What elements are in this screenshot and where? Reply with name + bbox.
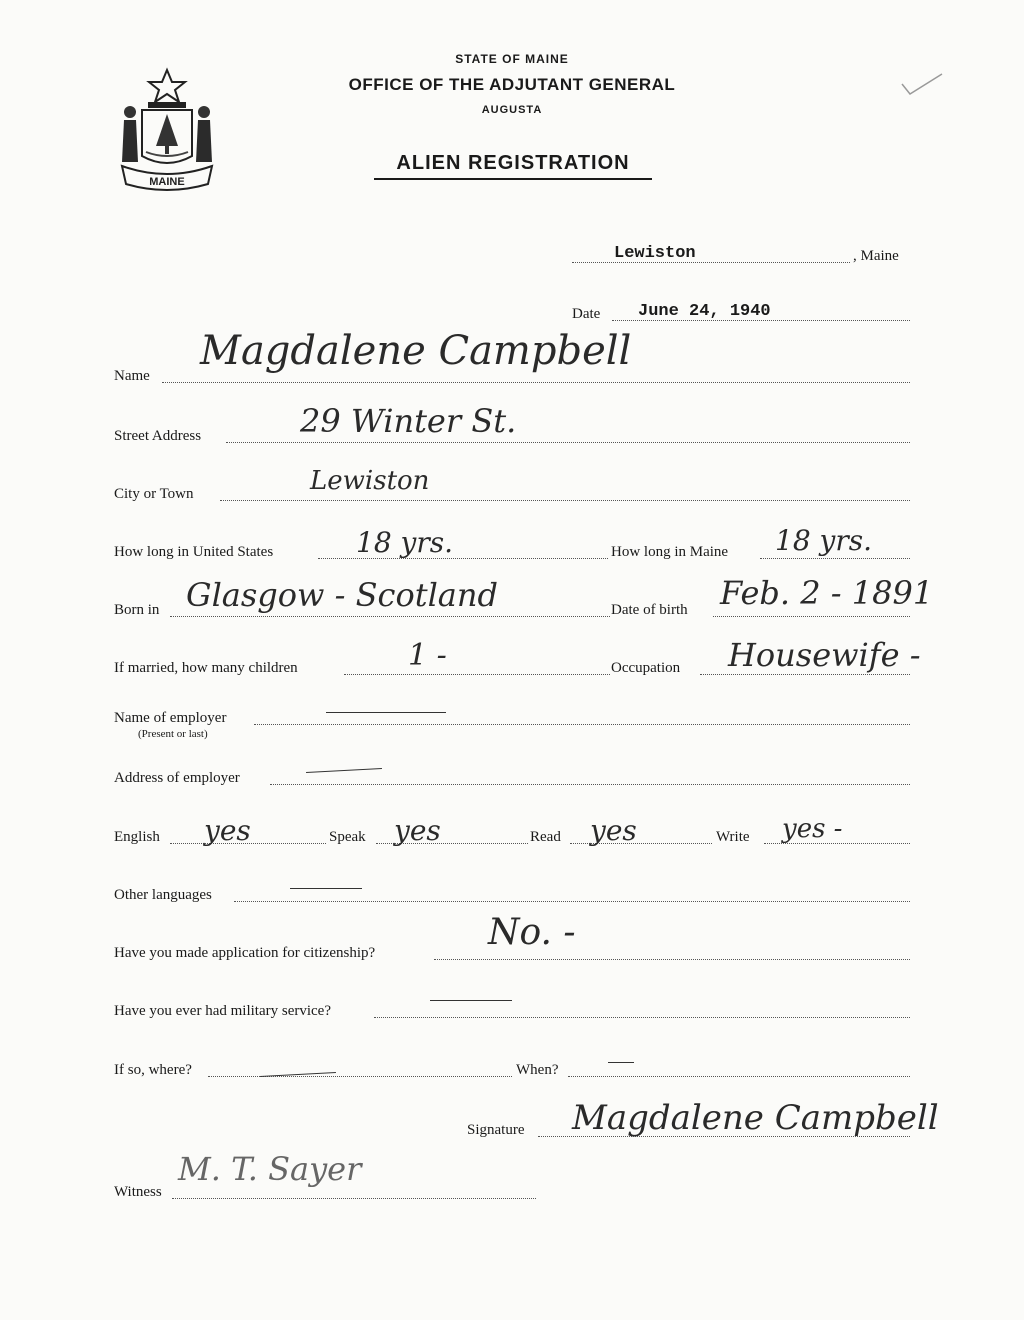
location-state: , Maine	[853, 248, 899, 264]
date-label: Date	[572, 306, 601, 322]
witness-label: Witness	[114, 1184, 162, 1200]
when-label: When?	[516, 1062, 559, 1078]
military-label: Have you ever had military service?	[114, 1003, 331, 1019]
header-state: STATE OF MAINE	[455, 52, 569, 66]
write-label: Write	[716, 829, 750, 845]
name-label: Name	[114, 368, 150, 384]
header-office: OFFICE OF THE ADJUTANT GENERAL	[348, 75, 676, 94]
seal-text: MAINE	[149, 176, 185, 188]
born-in-label: Born in	[114, 602, 160, 618]
employer-sublabel: (Present or last)	[138, 728, 208, 740]
signature-label: Signature	[467, 1122, 525, 1138]
occupation-value: Housewife -	[728, 636, 921, 674]
speak-value: yes	[394, 814, 441, 847]
other-languages-label: Other languages	[114, 887, 212, 903]
english-label: English	[114, 829, 160, 845]
employer-address-label: Address of employer	[114, 770, 240, 786]
occupation-label: Occupation	[611, 660, 681, 676]
how-long-us-value: 18 yrs.	[356, 526, 454, 559]
date-value: June 24, 1940	[638, 302, 771, 321]
citizenship-value: No. -	[488, 912, 576, 953]
employer-label: Name of employer	[114, 710, 227, 726]
children-value: 1 -	[408, 638, 447, 673]
speak-label: Speak	[329, 829, 366, 845]
read-value: yes	[590, 814, 637, 847]
name-value: Magdalene Campbell	[200, 328, 632, 374]
citizenship-label: Have you made application for citizenship?	[114, 945, 376, 961]
children-label: If married, how many children	[114, 660, 298, 676]
street-value: 29 Winter St.	[300, 402, 517, 440]
witness-value: M. T. Sayer	[178, 1150, 362, 1188]
write-value: yes -	[782, 814, 843, 844]
how-long-maine-value: 18 yrs.	[775, 524, 873, 557]
born-in-value: Glasgow - Scotland	[186, 576, 498, 614]
read-label: Read	[530, 829, 561, 845]
how-long-maine-label: How long in Maine	[611, 544, 729, 560]
check-mark-icon	[900, 72, 944, 98]
dob-label: Date of birth	[611, 602, 688, 618]
english-value: yes	[204, 814, 251, 847]
form-title: ALIEN REGISTRATION	[374, 152, 652, 180]
how-long-us-label: How long in United States	[114, 544, 274, 560]
location-city: Lewiston	[614, 244, 696, 263]
dob-value: Feb. 2 - 1891	[720, 574, 934, 612]
city-label: City or Town	[114, 486, 194, 502]
street-label: Street Address	[114, 428, 202, 444]
header-city: AUGUSTA	[481, 104, 543, 116]
where-label: If so, where?	[114, 1062, 192, 1078]
city-value: Lewiston	[310, 466, 430, 496]
signature-value: Magdalene Campbell	[572, 1098, 939, 1138]
